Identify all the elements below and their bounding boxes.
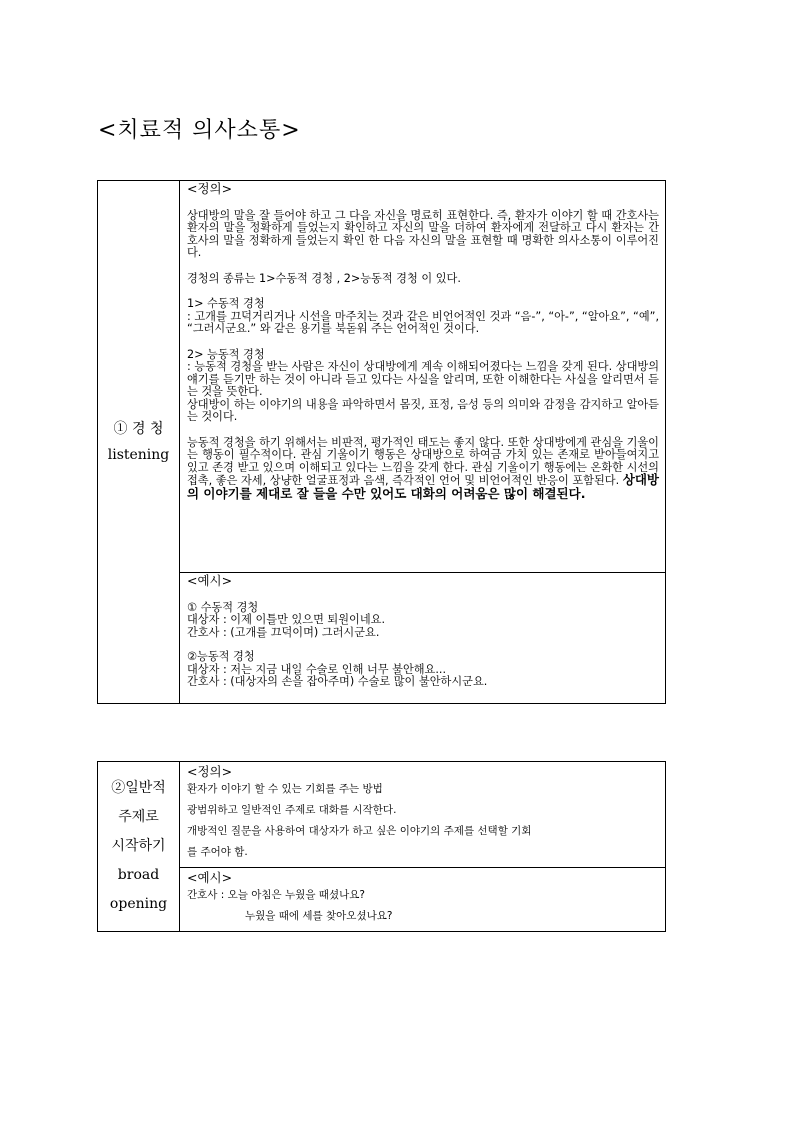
example-heading: <예시> (187, 573, 233, 588)
broad-definition-line-1: 환자가 이야기 할 수 있는 기회를 주는 방법 (187, 783, 383, 795)
broad-opening-label-3: 시작하기 (111, 838, 166, 854)
broad-example-heading: <예시> (187, 870, 233, 885)
active-listening-title: 2> 능동적 경청 (187, 347, 265, 361)
broad-opening-label-cell (98, 762, 180, 932)
passive-listening-title: 1> 수동적 경청 (187, 297, 265, 310)
listening-table (97, 180, 666, 704)
listening-example-cell (180, 573, 666, 704)
active-listening-paragraph: 능동적 경청을 하기 위해서는 비판적, 평가적인 태도는 좋지 않다. 또한 상대방에게 관심을 기울이는 행동이 필수적이다. 관심 기울이기 행동은 상대방으로 하여금 가치 있는 존재로 받아들여지고 있고 존경 받고 있으며 이해되고 있다는 느낌을 갖게 한다. 관심 기울이기 행동에는 온화한 시선의 접촉, 좋은 자세, 상냥한 얼굴표정과 음색, 즉각적인 언어 및 비언어적인 반응이 포함된다. (187, 435, 659, 487)
broad-example-line-2: 누웠을 때에 세를 찾아오셨나요? (245, 910, 393, 922)
active-listening-emphasis: 상대방의 이야기를 제대로 잘 들을 수만 있어도 대화의 어려움은 많이 해결된다. (187, 472, 659, 501)
broad-opening-label-5: opening (109, 896, 168, 912)
listening-label-korean: ① 경 청 (113, 421, 164, 437)
broad-definition-line-4: 를 주어야 함. (187, 846, 248, 858)
example-passive-line-1: 대상자 : 이제 이틀만 있으면 퇴원이네요. (187, 613, 386, 626)
definition-heading: <정의> (187, 181, 233, 196)
broad-opening-definition-cell (180, 762, 666, 868)
example-passive-title: ① 수동적 경청 (187, 600, 259, 614)
broad-opening-table (97, 761, 666, 932)
example-active-line-1: 대상자 : 저는 지금 내일 수술로 인해 너무 불안해요... (187, 662, 447, 676)
page-title: <치료적 의사소통> (98, 118, 301, 143)
broad-opening-label-2: 주제로 (118, 809, 159, 825)
listening-definition-cell (180, 181, 666, 573)
broad-opening-label-1: ②일반적 (111, 780, 166, 796)
broad-opening-example-cell (180, 868, 666, 932)
broad-definition-heading: <정의> (187, 764, 233, 779)
listening-label-english: listening (107, 447, 170, 463)
broad-example-line-1: 간호사 : 오늘 아침은 누웠을 때셨나요? (187, 889, 365, 901)
example-active-line-2: 간호사 : (대상자의 손을 잡아주며) 수술로 많이 불안하시군요. (187, 675, 488, 688)
active-listening-body-1: : 능동적 경청을 받는 사람은 자신이 상대방에게 계속 이해되어졌다는 느낌을 갖게 된다. 상대방의 얘기를 듣기만 하는 것이 아니라 듣고 있다는 사실을 알리며, 또한 이해한다는 사실을 알리면서 듣는 것을 뜻한다. (187, 360, 659, 398)
passive-listening-body: : 고개를 끄덕거리거나 시선을 마주치는 것과 같은 비언어적인 것과 “음-”, “아-”, “알아요”, “예”, “그러시군요.” 와 같은 용기를 북돋워 주는 언어적인 것이다. (187, 309, 659, 335)
broad-opening-label-4: broad (117, 867, 160, 883)
example-active-title: ②능동적 경청 (187, 650, 255, 663)
listening-label-cell (98, 181, 180, 704)
example-passive-line-2: 간호사 : (고개를 끄덕이며) 그러시군요. (187, 625, 380, 639)
broad-definition-line-2: 광범위하고 일반적인 주제로 대화를 시작한다. (187, 804, 397, 816)
active-listening-body-2: 상대방이 하는 이야기의 내용을 파악하면서 몸짓, 표정, 음성 등의 의미와 감정을 감지하고 알아듣는 것이다. (187, 397, 659, 423)
listening-types-paragraph: 경청의 종류는 1>수동적 경청 , 2>능동적 경청 이 있다. (187, 271, 461, 285)
definition-paragraph: 상대방의 말을 잘 들어야 하고 그 다음 자신을 명료히 표현한다. 즉, 환자가 이야기 할 때 간호사는 환자의 말을 정확하게 들었는지 확인하고 자신의 말을 더하여 환자에게 전달하고 다시 환자는 간호사의 말을 정확하게 들었는지 확인 한 다음 자신의 말을 표현할 때 명확한 의사소통이 이루어진다. (187, 208, 659, 259)
broad-definition-line-3: 개방적인 질문을 사용하여 대상자가 하고 싶은 이야기의 주제를 선택할 기회 (187, 825, 532, 837)
